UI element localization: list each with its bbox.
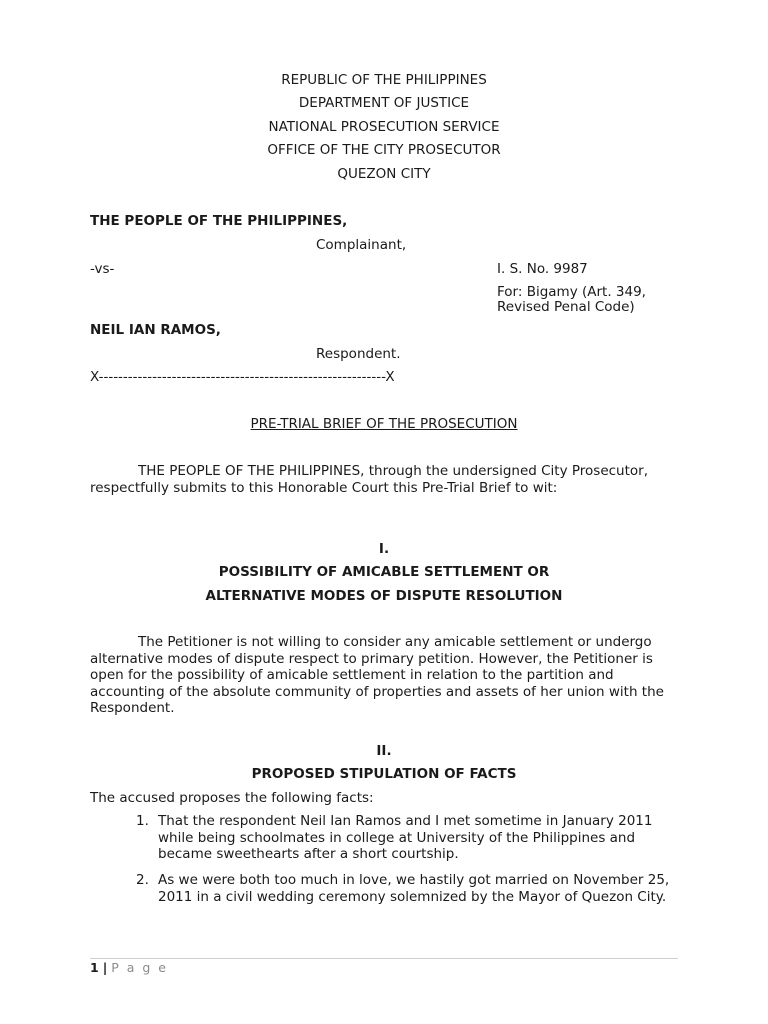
list-item-text: As we were both too much in love, we hastily got married on November 25, 2011 in a civil wedding ceremony solemnized by the Mayor of Quezon City. <box>158 872 670 905</box>
page-label: P a g e <box>111 960 168 975</box>
list-item-number: 1. <box>136 813 149 829</box>
complainant-name: THE PEOPLE OF THE PHILIPPINES, <box>90 213 348 229</box>
complainant-role: Complainant, <box>316 237 407 253</box>
section-1-heading-line-1: POSSIBILITY OF AMICABLE SETTLEMENT OR <box>218 564 550 580</box>
charge-line-1: For: Bigamy (Art. 349, <box>497 284 646 300</box>
document-title: PRE-TRIAL BRIEF OF THE PROSECUTION <box>250 416 518 432</box>
intro-paragraph: THE PEOPLE OF THE PHILIPPINES, through the undersigned City Prosecutor, respectfully submits to this Honorable Court this Pre-Trial Brief to wit: <box>90 463 648 496</box>
respondent-name: NEIL IAN RAMOS, <box>90 322 221 338</box>
page-number: 1 <box>90 960 99 975</box>
header-office: OFFICE OF THE CITY PROSECUTOR <box>267 142 501 158</box>
caption-separator: X-----------------------------------------------------------X <box>90 369 395 385</box>
section-1-body: The Petitioner is not willing to consider any amicable settlement or undergo alternative modes of dispute respect to primary petition. However, the Petitioner is open for the possibility of amicable settlement in relation to the partition and accounting of the absolute community of properties and assets of her union with the Respondent. <box>90 634 664 716</box>
header-republic: REPUBLIC OF THE PHILIPPINES <box>281 72 487 88</box>
charge-line-2: Revised Penal Code) <box>497 299 635 315</box>
section-2-heading: PROPOSED STIPULATION OF FACTS <box>251 766 517 782</box>
case-number: I. S. No. 9987 <box>497 261 588 277</box>
section-2-lead: The accused proposes the following facts: <box>90 790 374 806</box>
header-city: QUEZON CITY <box>337 166 431 182</box>
list-item-text: That the respondent Neil Ian Ramos and I met sometime in January 2011 while being schoolmates in college at University of the Philippines and became sweethearts after a short courtship. <box>158 813 653 862</box>
footer-divider <box>90 958 678 959</box>
header-department: DEPARTMENT OF JUSTICE <box>298 95 470 111</box>
section-1-numeral: I. <box>378 541 390 557</box>
respondent-role: Respondent. <box>316 346 401 362</box>
list-item-number: 2. <box>136 872 149 888</box>
section-2-numeral: II. <box>376 743 392 759</box>
page-footer <box>90 960 168 975</box>
page-separator: | <box>102 960 108 975</box>
section-1-heading-line-2: ALTERNATIVE MODES OF DISPUTE RESOLUTION <box>205 588 563 604</box>
versus-label: -vs- <box>90 261 115 277</box>
header-service: NATIONAL PROSECUTION SERVICE <box>268 119 500 135</box>
